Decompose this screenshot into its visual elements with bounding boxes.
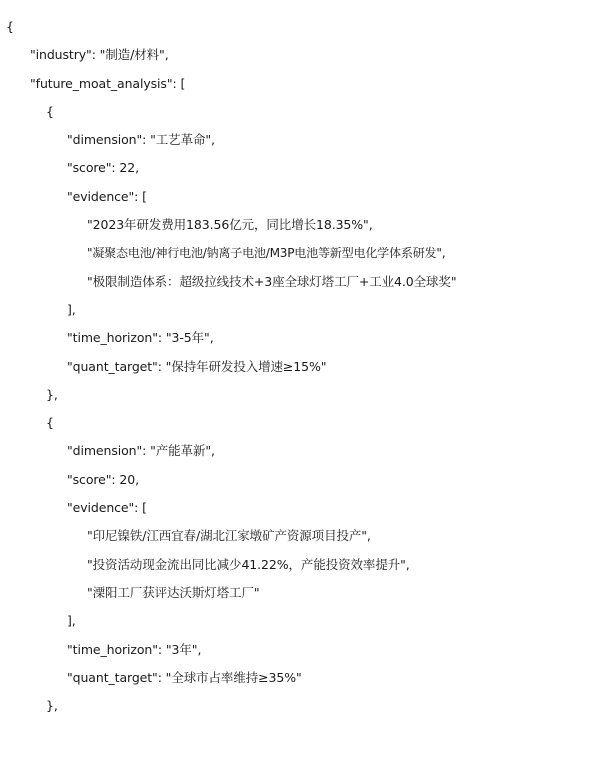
code-line: "score": 22, <box>67 160 139 176</box>
code-line: "溧阳工厂获评达沃斯灯塔工厂" <box>87 584 260 600</box>
code-line: { <box>46 415 54 431</box>
code-line: "2023年研发费用183.56亿元，同比增长18.35%", <box>87 217 373 233</box>
code-line: "dimension": "产能革新", <box>67 443 215 459</box>
code-line: "凝聚态电池/神行电池/钠离子电池/M3P电池等新型电化学体系研发", <box>87 246 446 261</box>
code-line: "quant_target": "全球市占率维持≥35%" <box>67 669 302 685</box>
code-line: ], <box>67 301 76 317</box>
code-line: { <box>6 19 14 34</box>
code-line: "印尼镍铁/江西宜春/湖北江家墩矿产资源项目投产", <box>87 528 371 544</box>
code-line: ], <box>67 613 76 629</box>
code-line: "evidence": [ <box>67 188 147 204</box>
code-line: "time_horizon": "3-5年", <box>67 330 214 346</box>
code-line: "投资活动现金流出同比减少41.22%，产能投资效率提升", <box>87 556 410 572</box>
code-line: }, <box>46 698 58 714</box>
code-line: "quant_target": "保持年研发投入增速≥15%" <box>67 358 327 374</box>
code-line: { <box>46 103 54 119</box>
json-document <box>0 13 603 720</box>
code-line: "dimension": "工艺革命", <box>67 132 215 148</box>
code-line: "evidence": [ <box>67 500 147 516</box>
code-line: "time_horizon": "3年", <box>67 641 202 657</box>
code-line: "future_moat_analysis": [ <box>30 75 186 91</box>
code-line: "score": 20, <box>67 471 139 487</box>
code-line: }, <box>46 386 58 402</box>
code-line: "极限制造体系：超级拉线技术+3座全球灯塔工厂+工业4.0全球奖" <box>87 273 457 289</box>
code-line: "industry": "制造/材料", <box>30 47 169 63</box>
